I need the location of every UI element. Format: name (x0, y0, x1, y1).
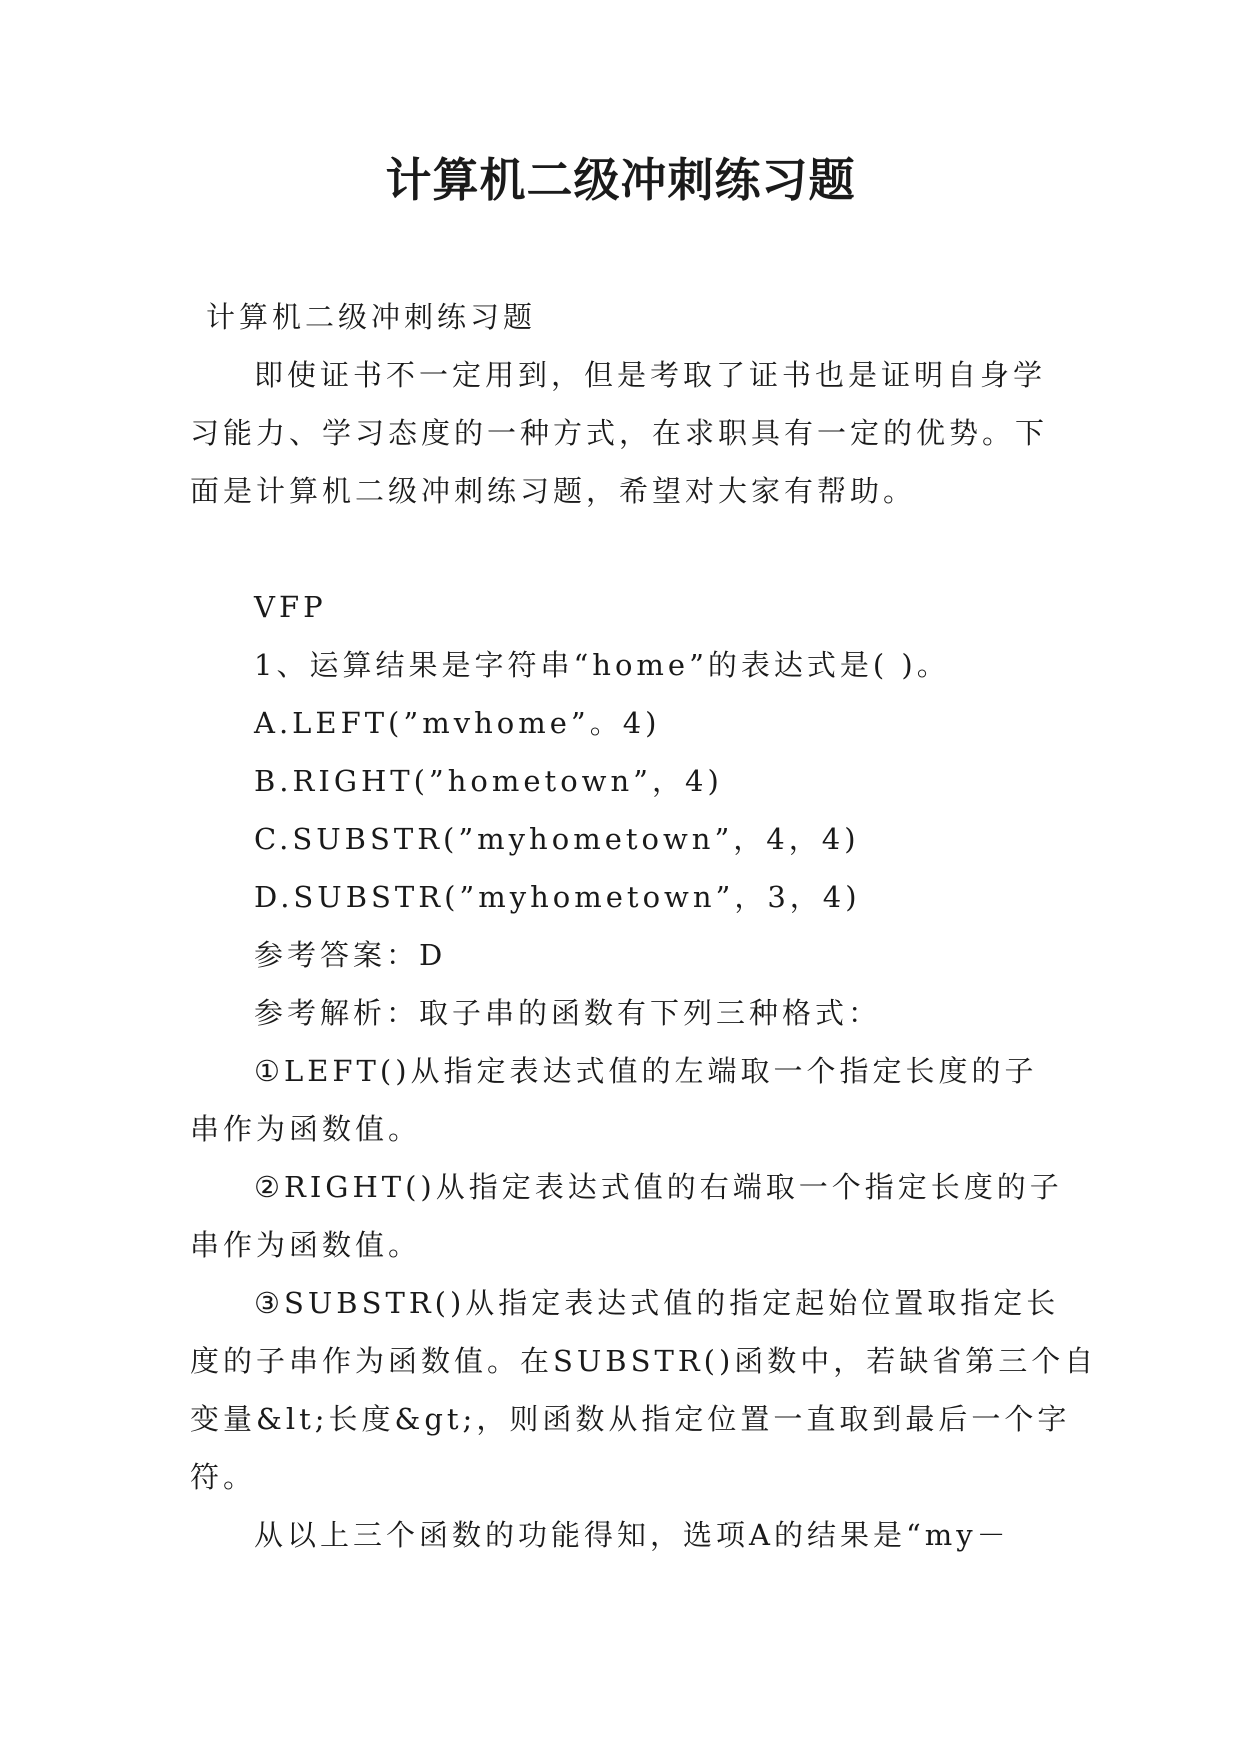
page-title: 计算机二级冲刺练习题 (385, 153, 856, 207)
analysis-line: 变量&lt;长度&gt;，则函数从指定位置一直取到最后一个字 (190, 1402, 1071, 1436)
analysis-line: ③SUBSTR()从指定表达式值的指定起始位置取指定长 (254, 1286, 1060, 1320)
intro-paragraph-line: 面是计算机二级冲刺练习题，希望对大家有帮助。 (190, 474, 917, 508)
option-d: D.SUBSTR(”myhometown”，3，4) (254, 880, 861, 914)
answer-line: 参考答案：D (254, 938, 447, 972)
section-heading: VFP (254, 590, 327, 624)
analysis-line: 串作为函数值。 (190, 1112, 422, 1146)
paragraph-gap (190, 520, 1052, 578)
intro-paragraph-line: 习能力、学习态度的一种方式，在求职具有一定的优势。下 (190, 416, 1049, 450)
intro-paragraph-line: 即使证书不一定用到，但是考取了证书也是证明自身学 (254, 358, 1047, 392)
analysis-line: 度的子串作为函数值。在SUBSTR()函数中，若缺省第三个自 (190, 1344, 1098, 1378)
analysis-line: ②RIGHT()从指定表达式值的右端取一个指定长度的子 (254, 1170, 1063, 1204)
analysis-line: 符。 (190, 1460, 257, 1494)
analysis-heading: 参考解析：取子串的函数有下列三种格式： (254, 996, 882, 1030)
analysis-line: ①LEFT()从指定表达式值的左端取一个指定长度的子 (254, 1054, 1038, 1088)
question-text: 1、运算结果是字符串“home”的表达式是( )。 (254, 648, 950, 682)
option-a: A.LEFT(”mvhome”。4) (254, 706, 661, 740)
analysis-line: 串作为函数值。 (190, 1228, 422, 1262)
subtitle-line: 计算机二级冲刺练习题 (206, 300, 537, 334)
option-c: C.SUBSTR(”myhometown”，4，4) (254, 822, 860, 856)
document-body (190, 288, 1098, 1564)
analysis-line: 从以上三个函数的功能得知，选项A的结果是“my－ (254, 1518, 1010, 1552)
option-b: B.RIGHT(”hometown”，4) (254, 764, 723, 798)
